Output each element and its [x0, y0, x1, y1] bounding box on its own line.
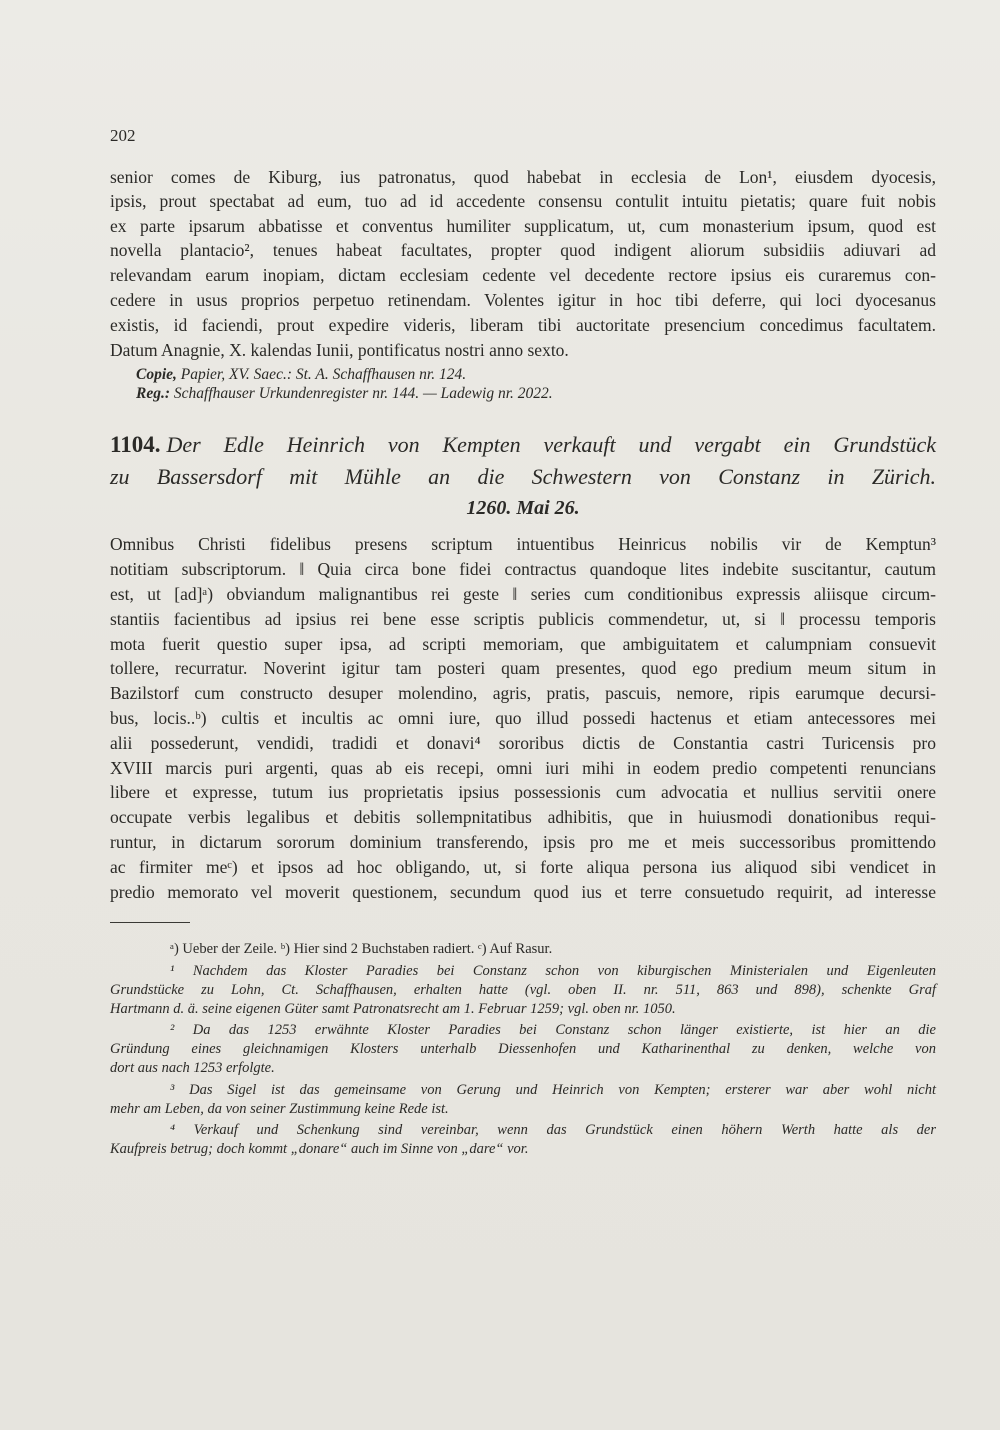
- body-line: mota fuerit questio super ipsa, ad scripti memoriam, que ambiguitatem et calumpniam consuevit: [110, 634, 936, 654]
- document-date: 1260. Mai 26.: [466, 497, 580, 519]
- source-reg: [136, 385, 553, 403]
- text-line: Datum Anagnie, X. kalendas Iunii, pontificatus nostri anno sexto.: [110, 340, 569, 360]
- text-line: ipsis, prout spectabat ad eum, tuo ad id accedente consensu contulit intuitu pietatis; quare fuit nobis: [110, 191, 936, 211]
- source-copie-label: Copie,: [136, 366, 177, 383]
- document-number: 1104.: [110, 432, 161, 457]
- body-line: stantiis facientibus ad ipsius rei bene esse scriptis publicis commendetur, ut, si ‖ processu temporis: [110, 609, 936, 629]
- body-line: notitiam subscriptorum. ‖ Quia circa bone fidei contractus quandoque lites indebite suscitantur, cautum: [110, 559, 936, 579]
- footnote-1-line: Grundstücke zu Lohn, Ct. Schaffhausen, erhalten hatte (vgl. oben II. nr. 511, 863 und 898), schenkte Graf: [110, 982, 936, 998]
- text-line: cedere in usus proprios perpetuo retinendam. Volentes igitur in hoc tibi deferre, qui loci dyocesanus: [110, 290, 936, 310]
- body-line: bus, locis..ᵇ) cultis et incultis ac omni iure, quo illud possedi hactenus et etiam antecessores mei: [110, 708, 936, 728]
- body-line: occupate verbis legalibus et debitis sollempnitatibus adhibitis, que in huiusmodi donationibus requi-: [110, 807, 936, 827]
- footnote-divider: [110, 922, 190, 923]
- source-reg-text: Schaffhauser Urkundenregister nr. 144. — Ladewig nr. 2022.: [173, 385, 553, 402]
- footnote-4-line: Kaufpreis betrug; doch kommt „donare“ auch im Sinne von „dare“ vor.: [110, 1141, 529, 1157]
- footnote-3-line: ³ Das Sigel ist das gemeinsame von Gerung und Heinrich von Kempten; ersterer war aber wohl nicht: [170, 1082, 936, 1098]
- source-copie: [136, 366, 466, 384]
- body-line: est, ut [ad]ᵃ) obviandum malignantibus rei geste ‖ series cum conditionibus expressis aliisque circum-: [110, 584, 936, 604]
- text-line: senior comes de Kiburg, ius patronatus, quod habebat in ecclesia de Lon¹, eiusdem dyocesis,: [110, 167, 936, 187]
- footnote-2-line: dort aus nach 1253 erfolgte.: [110, 1060, 275, 1076]
- footnote-2-line: Gründung eines gleichnamigen Klosters unterhalb Diessenhofen und Katharinenthal zu denken, welche von: [110, 1041, 936, 1057]
- footnote-2-line: ² Da das 1253 erwähnte Kloster Paradies bei Constanz schon länger existierte, ist hier an die: [170, 1022, 936, 1038]
- footnote-letters: ᵃ) Ueber der Zeile. ᵇ) Hier sind 2 Buchstaben radiert. ᶜ) Auf Rasur.: [170, 941, 553, 957]
- body-line: Omnibus Christi fidelibus presens scriptum intuentibus Heinricus nobilis vir de Kemptun³: [110, 534, 936, 554]
- footnote-3-line: mehr am Leben, da von seiner Zustimmung keine Rede ist.: [110, 1101, 449, 1117]
- body-line: ac firmiter meᶜ) et ipsos ad hoc obligando, ut, si forte aliqua persona ius aliquod sibi vendicet in: [110, 857, 936, 877]
- document-heading-text: Der Edle Heinrich von Kempten verkauft und vergabt ein Grundstück: [166, 432, 936, 457]
- body-line: alii possederunt, vendidi, tradidi et donavi⁴ sororibus dictis de Constantia castri Turicensis pro: [110, 733, 936, 753]
- document-heading-line: [110, 432, 936, 458]
- body-line: runtur, in dictarum sororum dominium transferendo, ipsis pro me et meis successoribus promittendo: [110, 832, 936, 852]
- body-line: Bazilstorf cum constructo desuper molendino, agris, pratis, pascuis, nemore, ripis earumque decursi-: [110, 683, 936, 703]
- page-number: 202: [110, 126, 136, 145]
- source-copie-text: Papier, XV. Saec.: St. A. Schaffhausen nr. 124.: [180, 366, 467, 383]
- source-reg-label: Reg.:: [136, 385, 171, 402]
- body-line: tollere, recurratur. Noverint igitur tam posteri quam presentes, quod ego predium meum situm in: [110, 658, 936, 678]
- body-line: libere et expresse, tutum ius proprietatis ipsius possessionis cum advocatia et nullius servitii onere: [110, 782, 936, 802]
- text-line: novella plantacio², tenues habeat facultates, propter quod indigent aliorum subsidiis adiuvari ad: [110, 240, 936, 260]
- text-line: ex parte ipsarum abbatisse et conventus humiliter supplicatum, ut, cum monasterium ipsum, quod est: [110, 216, 936, 236]
- text-line: existis, id faciendi, prout expedire videris, liberam tibi auctoritate presencium concedimus facultatem.: [110, 315, 936, 335]
- footnote-4-line: ⁴ Verkauf und Schenkung sind vereinbar, wenn das Grundstück einen höhern Werth hatte als der: [170, 1122, 936, 1138]
- text-line: relevandam earum inopiam, dictam ecclesiam cedente vel decedente rectore ipsius eis curaremus con-: [110, 265, 936, 285]
- body-line: XVIII marcis puri argenti, quas ab eis recepi, omni iuri mihi in eodem predio competenti renuncians: [110, 758, 936, 778]
- footnote-1-line: ¹ Nachdem das Kloster Paradies bei Constanz schon von kiburgischen Ministerialen und Eigenleuten: [170, 963, 936, 979]
- footnote-1-line: Hartmann d. ä. seine eigenen Güter samt Patronatsrecht am 1. Februar 1259; vgl. oben nr. 1050.: [110, 1001, 676, 1017]
- document-heading-line-2: zu Bassersdorf mit Mühle an die Schwestern von Constanz in Zürich.: [110, 464, 936, 489]
- body-line: predio memorato vel moverit questionem, secundum quod ius et terre consuetudo requirit, ad interesse: [110, 882, 936, 902]
